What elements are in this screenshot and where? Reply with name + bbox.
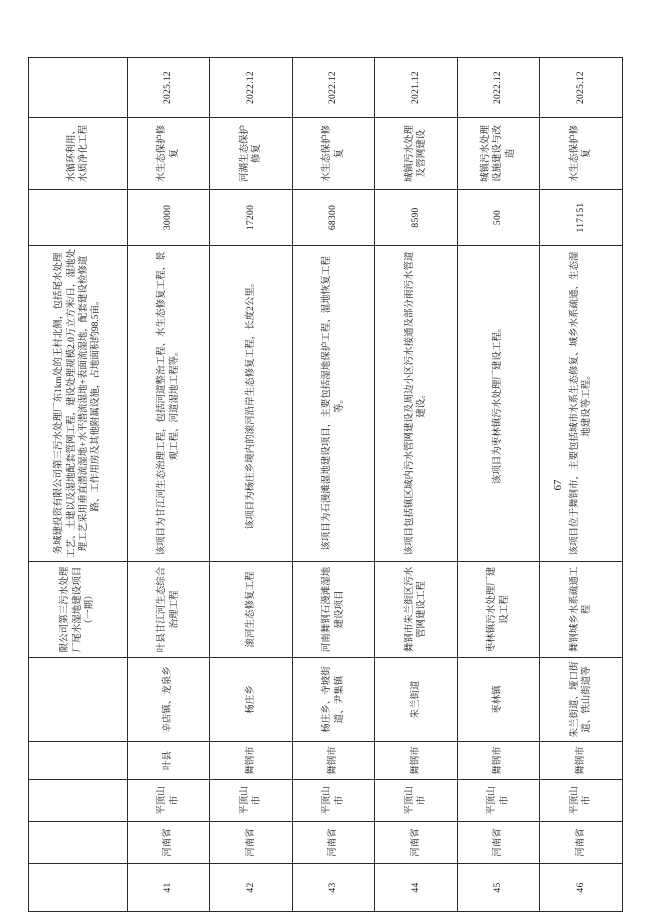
- cell-county: 舞钢市: [210, 742, 293, 780]
- cell-city: 平顶山市: [210, 780, 293, 822]
- cell-no: 43: [293, 864, 375, 912]
- cell-city: 平顶山市: [293, 780, 375, 822]
- table-row: [29, 58, 128, 912]
- table-row: [375, 58, 458, 912]
- cell-investment: 117151: [540, 190, 623, 246]
- cell-deadline: 2022.12: [293, 58, 375, 118]
- cell-project: 枣林镇污水处理厂建设工程: [458, 562, 540, 658]
- cell-province: 河南省: [458, 822, 540, 864]
- cell-type: 水生态保护修复: [540, 118, 623, 190]
- cell-content: 该项目为杨庄乡境内的滚河沿岸生态修复工程，长度2公里。: [210, 246, 293, 562]
- cell-county: 舞钢市: [540, 742, 623, 780]
- cell-city: 平顶山市: [375, 780, 458, 822]
- cell-investment: 30000: [128, 190, 210, 246]
- cell-investment: [29, 190, 128, 246]
- cell-content: 该项目为甘江河生态治理工程，包括河道整治工程、水生态修复工程、景观工程、河道湿地工程等。: [128, 246, 210, 562]
- cell-deadline: 2025.12: [128, 58, 210, 118]
- cell-no: 46: [540, 864, 623, 912]
- cell-deadline: 2022.12: [458, 58, 540, 118]
- project-table: [28, 57, 623, 912]
- cell-county: 舞钢市: [293, 742, 375, 780]
- cell-county: 舞钢市: [458, 742, 540, 780]
- cell-type: 河湖生态保护修复: [210, 118, 293, 190]
- cell-project: 叶县甘江河生态综合治理工程: [128, 562, 210, 658]
- table-row: [210, 58, 293, 912]
- cell-no: 41: [128, 864, 210, 912]
- cell-content: 该项目位于舞钢市，主要包括城市水系生态修复、城乡水系疏通、生态湿地建设等工程。: [540, 246, 623, 562]
- cell-deadline: 2021.12: [375, 58, 458, 118]
- cell-province: 河南省: [128, 822, 210, 864]
- cell-city: 平顶山市: [540, 780, 623, 822]
- cell-no: [29, 864, 128, 912]
- cell-city: [29, 780, 128, 822]
- cell-project: 限公司第三污水处理厂尾水湿地建设项目（一期）: [29, 562, 128, 658]
- cell-township: 朱兰街道、垭口街道、铁山街道等: [540, 658, 623, 742]
- table-row: [293, 58, 375, 912]
- cell-township: [29, 658, 128, 742]
- cell-project: 河南舞钢石漫滩湿地建设项目: [293, 562, 375, 658]
- cell-investment: 500: [458, 190, 540, 246]
- cell-province: 河南省: [210, 822, 293, 864]
- table-row: [458, 58, 540, 912]
- cell-content: 务城建投资有限公司第三污水处理厂东1km处的王村北侧，包括尾水处理工艺、土建以及湿地配套管网工程，建设处理规模2.0万立方米/日，湿地处理工艺采用垂直潜流湿地+水平潜流湿地+表面流湿地，配套建设检修道路、工作用房及其他附属设施，占地面积约98.5亩。: [29, 246, 128, 562]
- cell-no: 44: [375, 864, 458, 912]
- cell-deadline: [29, 58, 128, 118]
- cell-city: 平顶山市: [458, 780, 540, 822]
- cell-province: 河南省: [293, 822, 375, 864]
- cell-township: 朱兰街道: [375, 658, 458, 742]
- cell-project: 舞钢城乡水系疏通工程: [540, 562, 623, 658]
- cell-province: [29, 822, 128, 864]
- cell-type: 水生态保护修复: [128, 118, 210, 190]
- cell-township: 枣林镇: [458, 658, 540, 742]
- cell-no: 45: [458, 864, 540, 912]
- table-body: [29, 58, 623, 912]
- cell-city: 平顶山市: [128, 780, 210, 822]
- cell-project: 滚河生态修复工程: [210, 562, 293, 658]
- cell-township: 杨庄乡、寺坡街道、尹集镇: [293, 658, 375, 742]
- cell-province: 河南省: [375, 822, 458, 864]
- cell-investment: 17200: [210, 190, 293, 246]
- cell-county: 舞钢市: [375, 742, 458, 780]
- table-row: [128, 58, 210, 912]
- cell-investment: 8590: [375, 190, 458, 246]
- cell-project: 舞钢市朱兰街区污水管网建设工程: [375, 562, 458, 658]
- cell-type: 城镇污水处理设施建设与改造: [458, 118, 540, 190]
- cell-province: 河南省: [540, 822, 623, 864]
- cell-county: [29, 742, 128, 780]
- cell-deadline: 2025.12: [540, 58, 623, 118]
- cell-content: 该项目为石漫滩湿地建设项目，主要包括湿地保护工程、湿地恢复工程等。: [293, 246, 375, 562]
- cell-content: 该项目包括镇区域内污水管网建设及周边小区污水接通及部分雨污水管道建设。: [375, 246, 458, 562]
- cell-county: 叶县: [128, 742, 210, 780]
- cell-township: 杨庄乡: [210, 658, 293, 742]
- cell-type: 水生态保护修复: [293, 118, 375, 190]
- cell-type: 水循环利用、水质净化工程: [29, 118, 128, 190]
- cell-no: 42: [210, 864, 293, 912]
- page-number: 67: [552, 479, 564, 491]
- cell-deadline: 2022.12: [210, 58, 293, 118]
- cell-township: 辛店镇、龙泉乡: [128, 658, 210, 742]
- cell-content: 该项目为枣林镇污水处理厂建设工程。: [458, 246, 540, 562]
- cell-investment: 68300: [293, 190, 375, 246]
- cell-type: 城镇污水处理及管网建设: [375, 118, 458, 190]
